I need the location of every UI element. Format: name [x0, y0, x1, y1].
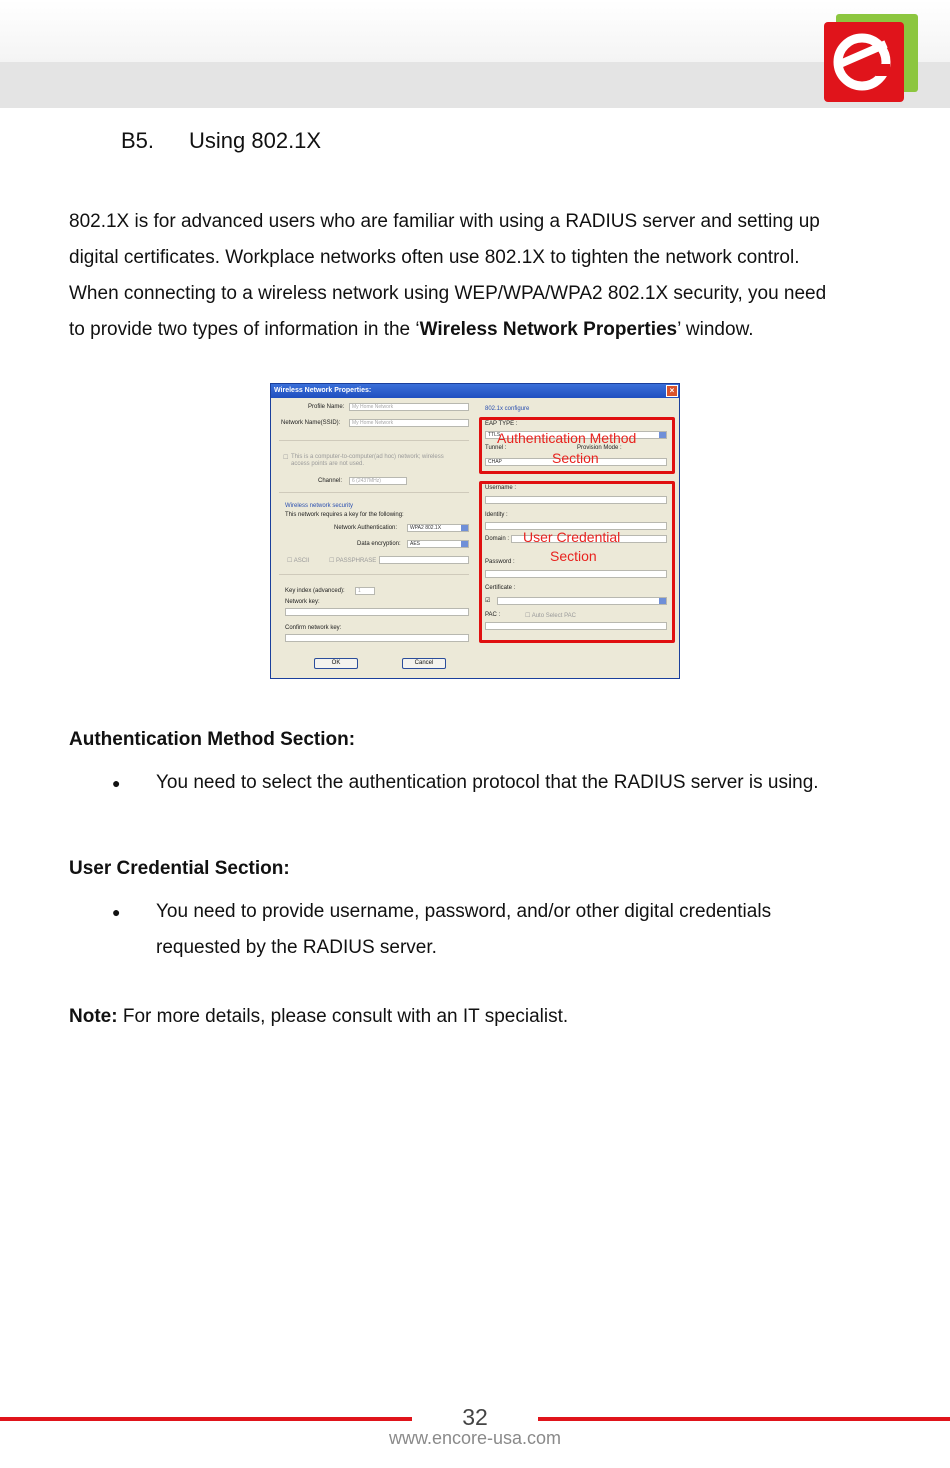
cred-callout-line2: Section — [550, 548, 597, 564]
confirm-key-field[interactable] — [285, 634, 469, 642]
passphrase-label: PASSPHRASE — [336, 558, 377, 564]
intro-paragraph — [69, 204, 899, 348]
ok-button[interactable]: OK — [314, 658, 358, 669]
page-number: 32 — [462, 1404, 488, 1430]
passphrase-field[interactable] — [379, 556, 469, 564]
auth-callout-line2: Section — [552, 450, 599, 466]
adhoc-checkbox[interactable]: ☐ — [283, 455, 289, 461]
encore-logo-icon — [824, 14, 920, 102]
header-top — [0, 0, 950, 62]
header-band — [0, 62, 950, 108]
adhoc-text: This is a computer-to-computer(ad hoc) network; wireless — [291, 454, 444, 460]
network-key-field[interactable] — [285, 608, 469, 616]
ssid-field[interactable]: My Home Network — [349, 419, 469, 427]
chevron-down-icon — [461, 541, 468, 547]
intro-line4-post: ’ window. — [677, 319, 754, 340]
passphrase-checkbox[interactable]: ☐ PASSPHRASE — [329, 558, 377, 564]
footer-rule-right — [538, 1417, 950, 1421]
section-title — [121, 128, 321, 154]
confirm-key-label: Confirm network key: — [285, 625, 342, 631]
section-title-text: Using 802.1X — [189, 128, 322, 153]
enc-value: AES — [410, 541, 421, 547]
channel-select[interactable]: 6 (2437MHz) — [349, 477, 407, 485]
profile-name-field[interactable]: My Home Network — [349, 403, 469, 411]
profile-name-label: Profile Name: — [308, 404, 345, 410]
pac-label: PAC : — [485, 612, 501, 618]
footer-website: www.encore-usa.com — [388, 1428, 562, 1448]
identity-label: Identity : — [485, 512, 508, 518]
intro-line4-pre: to provide two types of information in the ‘ — [69, 319, 420, 340]
section-number: B5. — [121, 128, 155, 153]
auto-pac-checkbox[interactable]: ☐ Auto Select PAC — [525, 613, 576, 619]
note-label: Note: — [69, 1006, 118, 1027]
provision-mode-label: Provision Mode : — [577, 445, 622, 451]
close-icon[interactable]: × — [666, 385, 678, 397]
dot1x-heading: 802.1x configure — [485, 406, 530, 412]
auth-callout-line1: Authentication Method — [497, 430, 637, 446]
cancel-button[interactable]: Cancel — [402, 658, 446, 669]
footer-rule-left — [0, 1417, 412, 1421]
window-title: Wireless Network Properties: — [274, 387, 372, 394]
intro-line: digital certificates. Workplace networks often use 802.1X to tighten the network control. — [69, 247, 800, 268]
auth-label: Network Authentication: — [334, 525, 398, 531]
adhoc-text-2: access points are not used. — [291, 461, 365, 467]
channel-label: Channel: — [318, 478, 343, 484]
network-key-label: Network key: — [285, 599, 320, 605]
intro-line: When connecting to a wireless network using WEP/WPA/WPA2 802.1X security, you need — [69, 283, 827, 304]
note-text: For more details, please consult with an IT specialist. — [117, 1006, 569, 1027]
auth-select[interactable] — [407, 524, 469, 532]
cred-bullet-line1: You need to provide username, password, and/or other digital credentials — [156, 901, 772, 922]
ssid-label: Network Name(SSID): — [281, 420, 341, 426]
intro-line — [69, 312, 899, 348]
ascii-checkbox[interactable]: ☐ ASCII — [287, 558, 310, 564]
auth-bullet-text: You need to select the authentication protocol that the RADIUS server is using. — [156, 772, 819, 793]
ascii-label: ASCII — [293, 558, 310, 564]
security-intro: This network requires a key for the following: — [285, 512, 404, 518]
tunnel-label: Tunnel : — [485, 445, 507, 451]
security-heading: Wireless network security — [285, 503, 354, 509]
divider — [279, 440, 469, 441]
certificate-checkbox[interactable]: ☑ — [485, 598, 491, 604]
certificate-label: Certificate : — [485, 585, 516, 591]
eap-type-value: TTLS — [488, 432, 501, 438]
cred-callout-line1: User Credential — [523, 529, 621, 545]
chevron-down-icon — [461, 525, 468, 531]
bullet-icon: ● — [112, 775, 121, 791]
key-index-select[interactable]: 1 — [355, 587, 375, 595]
enc-label: Data encryption: — [357, 541, 401, 547]
enc-select[interactable] — [407, 540, 469, 548]
wireless-properties-screenshot — [270, 383, 680, 679]
username-label: Username : — [485, 485, 517, 491]
tunnel-select[interactable]: CHAP — [485, 458, 667, 466]
key-index-label: Key index (advanced): — [285, 588, 345, 594]
bullet-icon: ● — [112, 904, 121, 920]
password-label: Password : — [485, 559, 515, 565]
note — [69, 1006, 568, 1028]
auto-pac-label: Auto Select PAC — [531, 613, 576, 619]
domain-label: Domain : — [485, 536, 510, 542]
window-name-bold: Wireless Network Properties — [419, 319, 678, 340]
intro-line: 802.1X is for advanced users who are familiar with using a RADIUS server and setting up — [69, 211, 820, 232]
auth-section-heading: Authentication Method Section: — [69, 729, 356, 750]
cred-section-heading: User Credential Section: — [69, 858, 290, 879]
divider — [279, 492, 469, 493]
cred-bullet-line2: requested by the RADIUS server. — [156, 937, 437, 958]
eap-type-label: EAP TYPE : — [485, 421, 518, 427]
window-titlebar — [271, 384, 679, 398]
divider — [279, 574, 469, 575]
auth-value: WPA2 802.1X — [410, 525, 442, 531]
